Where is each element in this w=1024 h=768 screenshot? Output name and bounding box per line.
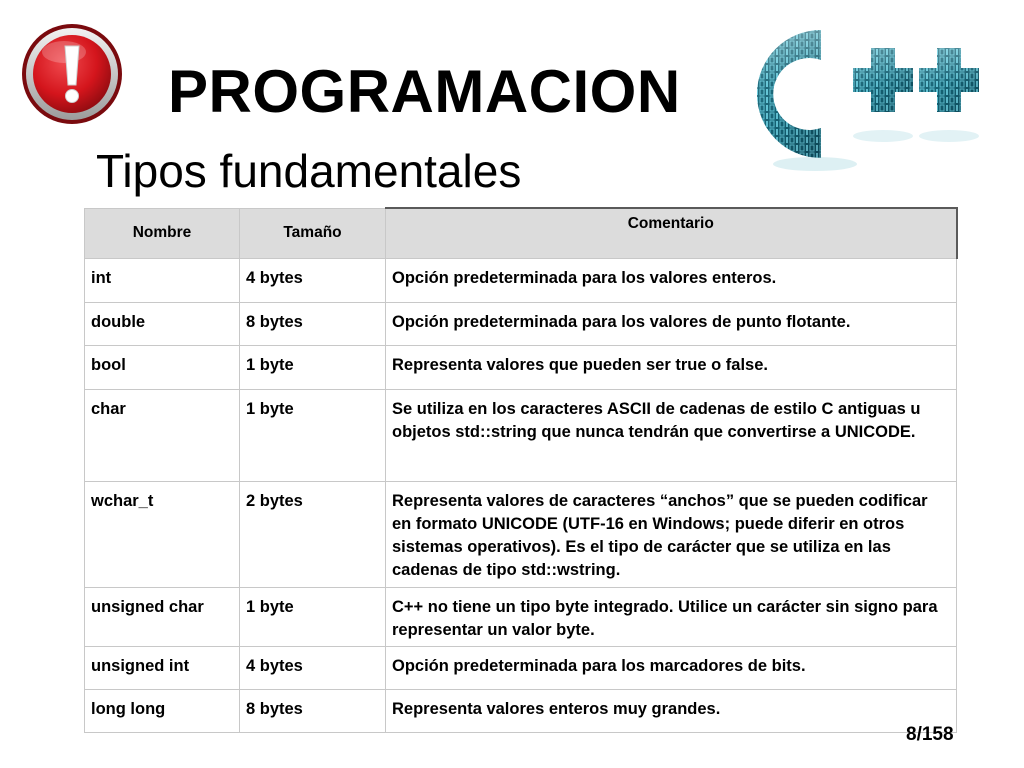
- type-comment-cell: Opción predeterminada para los marcadores de bits.: [386, 647, 957, 690]
- type-comment-cell: C++ no tiene un tipo byte integrado. Utilice un carácter sin signo para representar un valor byte.: [386, 588, 957, 647]
- header-tamano: Tamaño: [240, 208, 386, 259]
- page-subtitle: Tipos fundamentales: [96, 145, 522, 197]
- type-comment-cell: Representa valores que pueden ser true o false.: [386, 346, 957, 390]
- type-name-cell: int: [85, 259, 240, 303]
- type-size-cell: 1 byte: [240, 346, 386, 390]
- table-row: [85, 390, 957, 482]
- table-row: [85, 346, 957, 390]
- type-size-cell: 8 bytes: [240, 690, 386, 733]
- table-row: [85, 259, 957, 303]
- type-size-cell: 2 bytes: [240, 482, 386, 588]
- type-size-cell: 8 bytes: [240, 303, 386, 346]
- type-name-cell: wchar_t: [85, 482, 240, 588]
- table-row: [85, 303, 957, 346]
- fundamental-types-table: [84, 207, 958, 733]
- page-title: PROGRAMACION: [168, 58, 681, 125]
- header-nombre: Nombre: [85, 208, 240, 259]
- type-size-cell: 1 byte: [240, 390, 386, 482]
- type-comment-cell: Opción predeterminada para los valores de punto flotante.: [386, 303, 957, 346]
- table-row: [85, 482, 957, 588]
- type-size-cell: 4 bytes: [240, 647, 386, 690]
- type-comment-cell: Representa valores enteros muy grandes.: [386, 690, 957, 733]
- type-comment-cell: Opción predeterminada para los valores enteros.: [386, 259, 957, 303]
- table-row: [85, 690, 957, 733]
- table-header-row: [85, 208, 957, 259]
- type-name-cell: char: [85, 390, 240, 482]
- type-name-cell: long long: [85, 690, 240, 733]
- type-name-cell: bool: [85, 346, 240, 390]
- type-name-cell: double: [85, 303, 240, 346]
- header-comentario: Comentario: [386, 208, 957, 259]
- type-size-cell: 4 bytes: [240, 259, 386, 303]
- table-row: [85, 647, 957, 690]
- page-number: 8/158: [906, 724, 954, 745]
- type-size-cell: 1 byte: [240, 588, 386, 647]
- exclamation-icon: [20, 22, 124, 126]
- type-name-cell: unsigned int: [85, 647, 240, 690]
- cpp-logo-icon: [755, 24, 990, 176]
- type-name-cell: unsigned char: [85, 588, 240, 647]
- type-comment-cell: Se utiliza en los caracteres ASCII de cadenas de estilo C antiguas u objetos std::string que nunca tendrán que convertirse a UNICODE.: [386, 390, 957, 482]
- type-comment-cell: Representa valores de caracteres “anchos” que se pueden codificar en formato UNICODE (UTF-16 en Windows; puede diferir en otros sistemas operativos). Es el tipo de carácter que se utiliza en las cadenas de tipo std::wstring.: [386, 482, 957, 588]
- table-row: [85, 588, 957, 647]
